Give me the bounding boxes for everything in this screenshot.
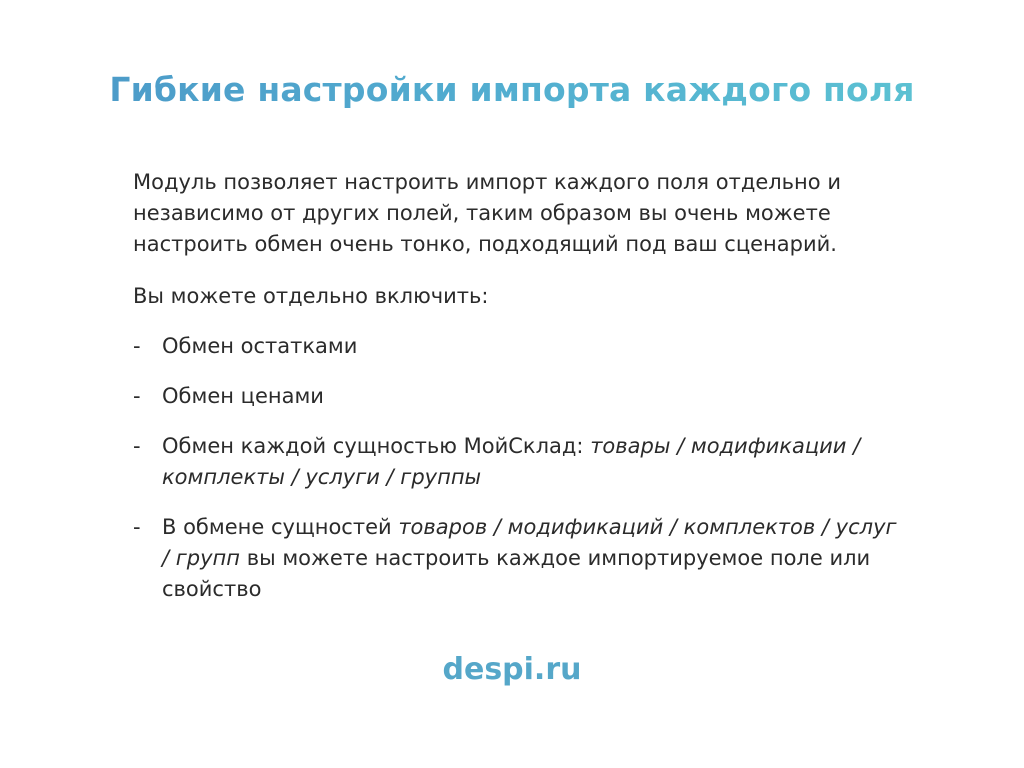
list-item-field-settings [133,512,903,605]
footer-site-link[interactable]: despi.ru [442,652,582,687]
list-item-price-exchange [133,381,903,412]
bullet-dash: - [133,334,141,358]
list-item-italic-text: товаров / модификаций / комплектов / услуг / групп [162,515,897,570]
list-item-tail-text: вы можете настроить каждое импортируемое поле или свойство [162,546,871,601]
bullet-dash: - [133,515,141,539]
lead-text: Вы можете отдельно включить: [133,284,489,308]
intro-paragraph: Модуль позволяет настроить импорт каждого поля отдельно и независимо от других полей, таким образом вы очень можете настроить обмен очень тонко, подходящий под ваш сценарий. [133,170,841,256]
bullet-dash: - [133,384,141,408]
list-item-text: Обмен каждой сущностью МойСклад: [162,434,591,458]
list-item-text: В обмене сущностей [162,515,399,539]
list-item-italic-text: товары / модификации / комплекты / услуги / группы [162,434,861,489]
list-item-stock-exchange [133,331,903,362]
feature-list [133,331,903,605]
bullet-dash: - [133,434,141,458]
list-item-text: Обмен остатками [162,334,358,358]
list-item-text: Обмен ценами [162,384,324,408]
slide-title: Гибкие настройки импорта каждого поля [0,70,1024,109]
slide-content [133,167,903,624]
list-item-entity-exchange [133,431,903,493]
